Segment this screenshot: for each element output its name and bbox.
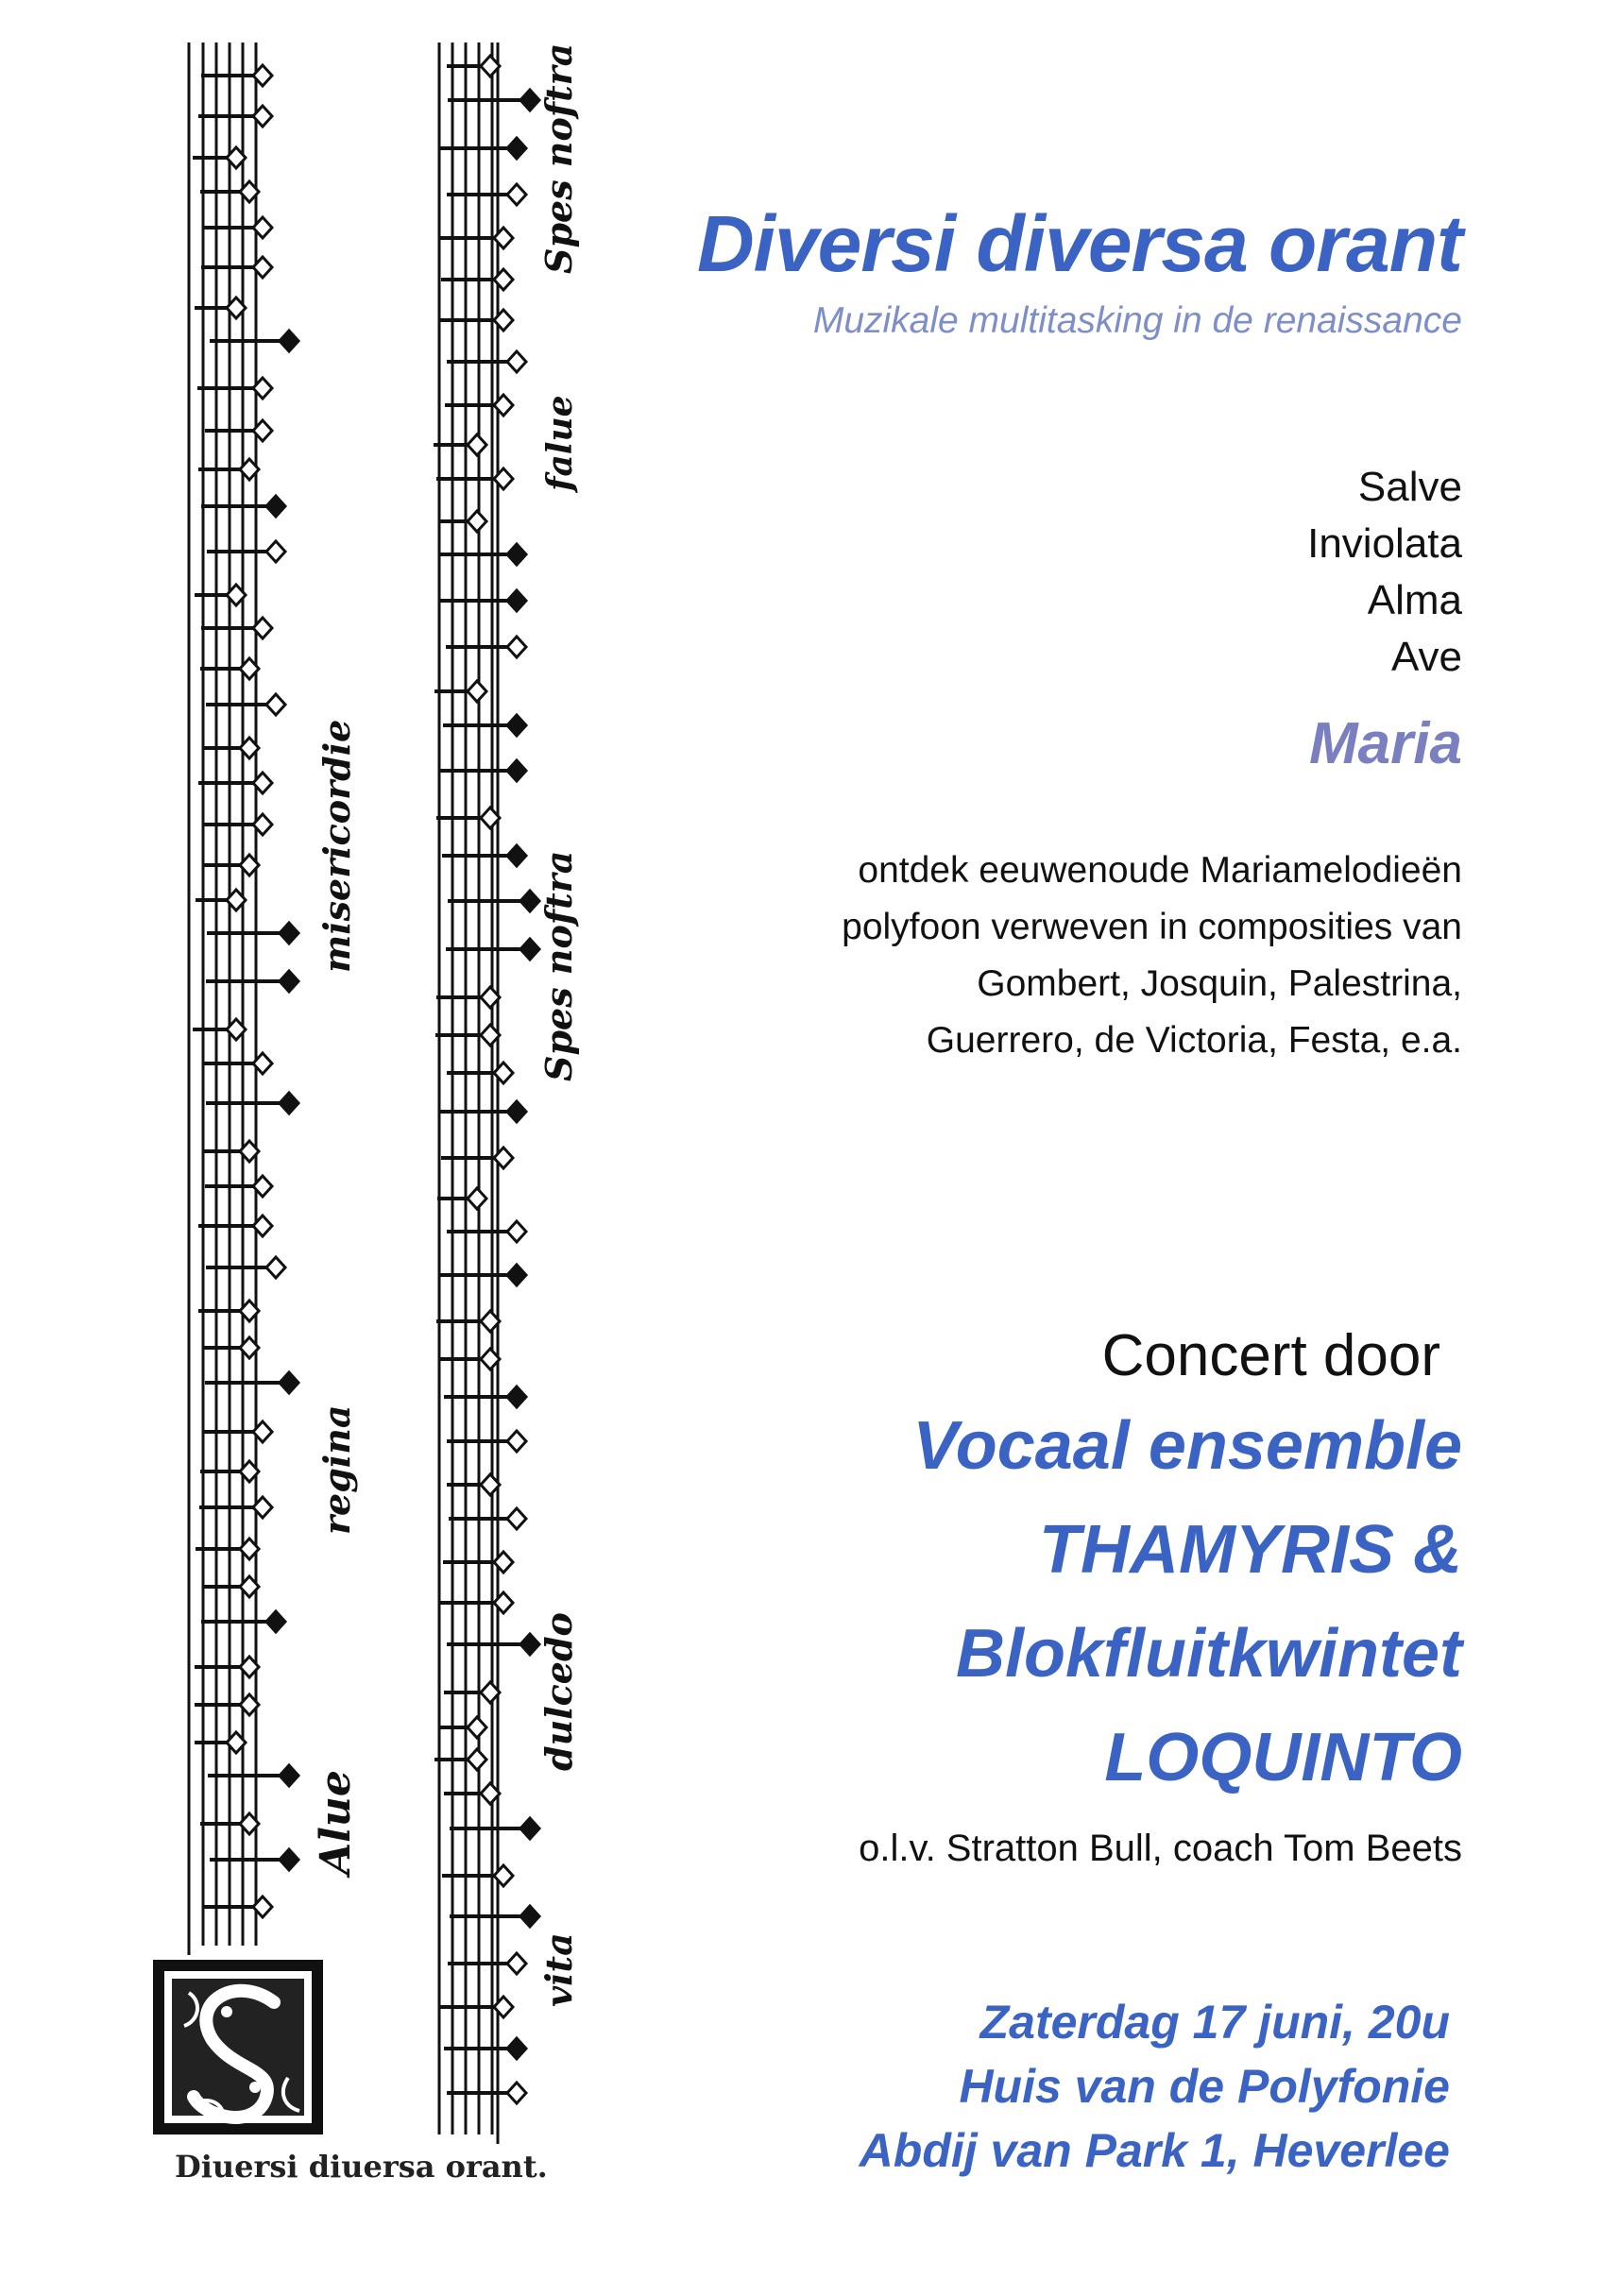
antiphon-item: Ave [1390, 634, 1462, 680]
antiphon-item: Alma [1367, 577, 1462, 623]
svg-text:Alue: Alue [312, 1770, 360, 1875]
score-caption: Diuersi diuersa orant. [175, 2149, 548, 2185]
antiphon-item: Inviolata [1307, 520, 1462, 567]
svg-text:Spes noftra: Spes noftra [537, 43, 580, 274]
page-title: Diversi diversa orant [696, 199, 1462, 288]
performer-line: Blokfluitkwintet [956, 1616, 1462, 1692]
svg-text:dulcedo: dulcedo [537, 1612, 580, 1771]
illuminated-initial-s [153, 1960, 323, 2134]
music-score-illustration [0, 0, 605, 2296]
description-line: ontdek eeuwenoude Mariamelodieën [858, 850, 1462, 891]
svg-text:vita: vita [537, 1932, 580, 2007]
antiphon-item: Salve [1357, 464, 1462, 510]
maria-heading: Maria [1309, 711, 1462, 776]
svg-text:Spes noftra: Spes noftra [537, 850, 580, 1081]
description-line: Guerrero, de Victoria, Festa, e.a. [926, 1020, 1462, 1061]
score-notes [193, 56, 539, 2103]
event-address: Abdij van Park 1, Heverlee [859, 2124, 1450, 2177]
score-lyrics [312, 43, 580, 2007]
performer-line: THAMYRIS & [1039, 1512, 1462, 1588]
performer-line: LOQUINTO [1104, 1720, 1462, 1795]
svg-text:regina: regina [315, 1404, 358, 1535]
performer-line: Vocaal ensemble [912, 1408, 1462, 1484]
concert-label: Concert door [1101, 1323, 1440, 1388]
description-line: polyfoon verweven in composities van [842, 907, 1462, 947]
conductor-line: o.l.v. Stratton Bull, coach Tom Beets [859, 1828, 1462, 1869]
description-line: Gombert, Josquin, Palestrina, [977, 963, 1462, 1004]
svg-text:misericordie: misericordie [315, 719, 358, 973]
svg-text:falue: falue [540, 395, 580, 491]
event-venue: Huis van de Polyfonie [959, 2060, 1450, 2113]
page-subtitle: Muzikale multitasking in de renaissance [812, 300, 1462, 341]
event-date: Zaterdag 17 juni, 20u [979, 1996, 1450, 2049]
